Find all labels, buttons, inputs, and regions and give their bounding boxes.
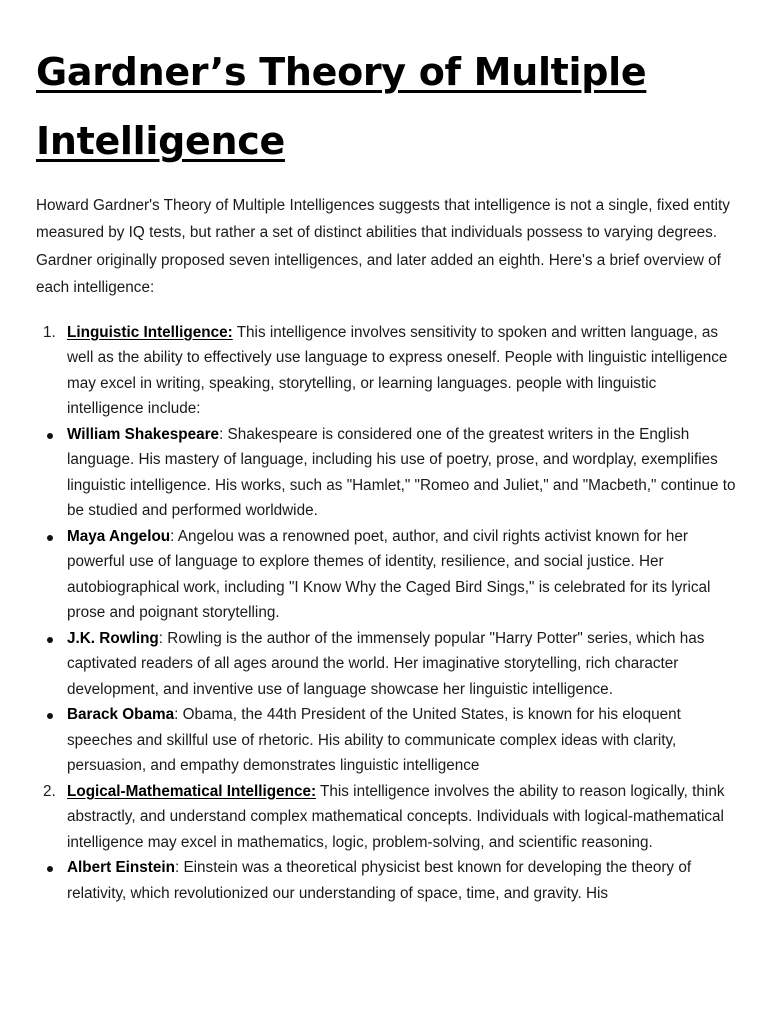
example-name: J.K. Rowling bbox=[67, 629, 159, 647]
bullet-item bbox=[36, 626, 736, 703]
example-text: : Einstein was a theoretical physicist best known for developing the theory of relativity, which revolutionized our understanding of space, time, and gravity. His bbox=[67, 859, 692, 902]
page-title: Gardner’s Theory of Multiple Intelligence bbox=[36, 50, 647, 163]
section-heading: Linguistic Intelligence: bbox=[67, 323, 233, 341]
intelligence-list bbox=[36, 320, 736, 907]
example-name: Maya Angelou bbox=[67, 527, 171, 545]
intro-paragraph: Howard Gardner's Theory of Multiple Intelligences suggests that intelligence is not a single, fixed entity measured by IQ tests, but rather a set of distinct abilities that individuals possess to varying degrees. Gardner originally proposed seven intelligences, and later added an eighth. Here's a brief overview of each intelligence: bbox=[36, 197, 730, 297]
example-text: : Angelou was a renowned poet, author, and civil rights activist known for her powerful use of language to explore themes of identity, resilience, and social justice. Her autobiographical work, including "I Know Why the Caged Bird Sings," is celebrated for its lyrical prose and poignant storytelling. bbox=[67, 527, 711, 622]
list-number: 2. bbox=[43, 782, 56, 800]
list-number: 1. bbox=[43, 323, 56, 341]
bullet-icon bbox=[47, 535, 53, 541]
section-heading: Logical-Mathematical Intelligence: bbox=[67, 782, 317, 800]
document-page bbox=[36, 38, 736, 906]
example-text: : Obama, the 44th President of the United States, is known for his eloquent speeches and skillful use of rhetoric. His ability to communicate complex ideas with clarity, persuasion, and empathy demonstrates linguistic intelligence bbox=[67, 706, 681, 775]
example-text: : Rowling is the author of the immensely popular "Harry Potter" series, which has captivated readers of all ages around the world. Her imaginative storytelling, rich character development, and inventive use of language showcase her linguistic intelligence. bbox=[67, 629, 705, 698]
example-name: Barack Obama bbox=[67, 706, 175, 724]
list-item-logical-mathematical-intelligence bbox=[36, 779, 736, 856]
example-name: William Shakespeare bbox=[67, 425, 220, 443]
bullet-item bbox=[36, 422, 736, 524]
bullet-item bbox=[36, 702, 736, 779]
bullet-icon bbox=[47, 637, 53, 643]
bullet-item bbox=[36, 524, 736, 626]
section-text: This intelligence involves the ability to reason logically, think abstractly, and understand complex mathematical concepts. Individuals with logical-mathematical intelligence may excel in mathematics, logic, problem-solving, and scientific reasoning. bbox=[67, 782, 725, 851]
bullet-icon bbox=[47, 713, 53, 719]
list-item-linguistic-intelligence bbox=[36, 320, 736, 422]
example-text: : Shakespeare is considered one of the greatest writers in the English language. His mastery of language, including his use of poetry, prose, and wordplay, exemplifies linguistic intelligence. His works, such as "Hamlet," "Romeo and Juliet," and "Macbeth," continue to be studied and performed worldwide. bbox=[67, 425, 736, 520]
bullet-icon bbox=[47, 433, 53, 439]
bullet-icon bbox=[47, 866, 53, 872]
example-name: Albert Einstein bbox=[67, 859, 175, 877]
section-text: This intelligence involves sensitivity to spoken and written language, as well as the ability to effectively use language to express oneself. People with linguistic intelligence may excel in writing, speaking, storytelling, or learning languages. people with linguistic intelligence include: bbox=[67, 323, 728, 418]
bullet-item bbox=[36, 855, 736, 906]
